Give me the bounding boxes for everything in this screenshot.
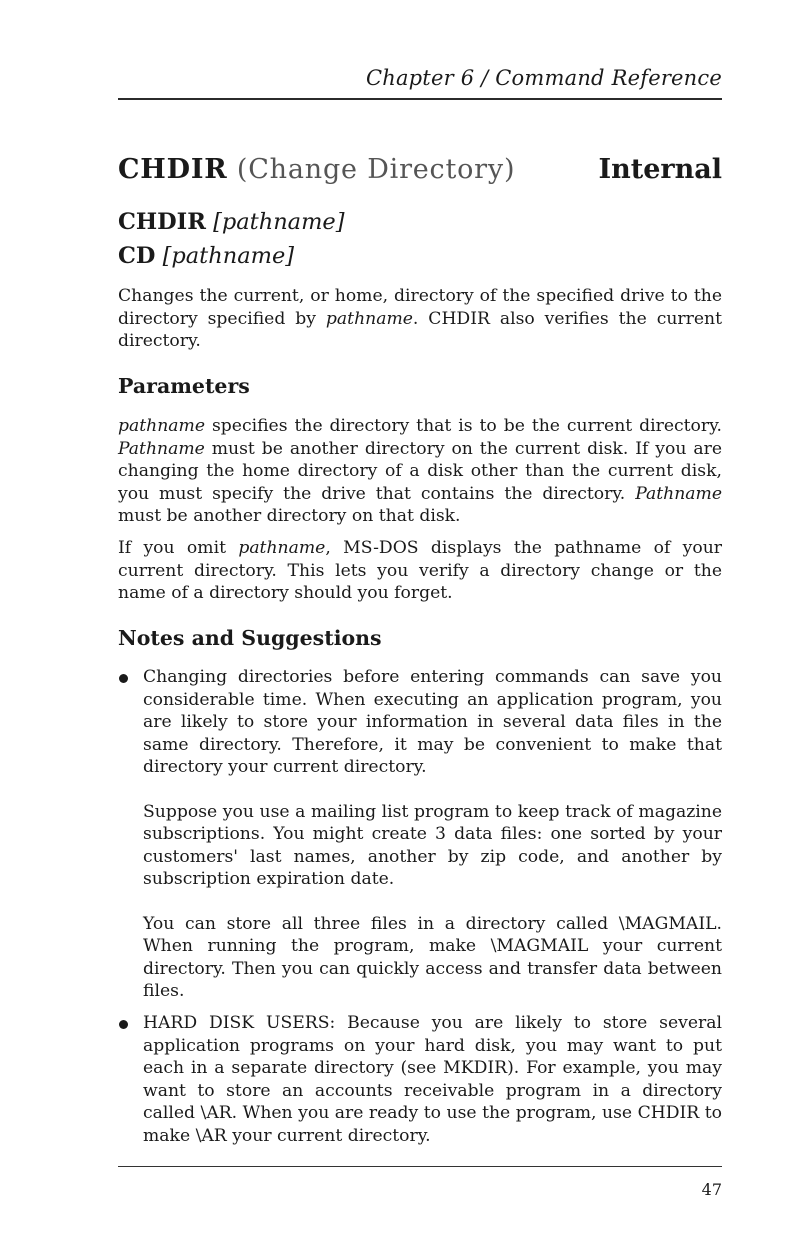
syntax-block: [118, 205, 345, 273]
bullet-1-paragraph-1: Changing directories before entering commands can save you considerable time. When executing an application program, you are likely to store your information in several data files in the same directory. Therefore, it may be convenient to make that directory your current directory.: [143, 667, 722, 777]
syntax-line: [118, 239, 345, 273]
header-rule: [118, 98, 722, 100]
page-number: 47: [701, 1180, 722, 1199]
syntax-keyword: CHDIR: [118, 209, 206, 235]
notes-bullet-1: [118, 666, 722, 1003]
intro-paragraph: Changes the current, or home, directory of the specified drive to the directory specified by pathname. CHDIR also verifies the current directory.: [118, 286, 722, 351]
command-description: (Change Directory): [236, 154, 516, 185]
footer-rule: [118, 1166, 722, 1167]
notes-bullet-2: [118, 1012, 722, 1147]
notes-heading: Notes and Suggestions: [118, 626, 382, 650]
syntax-keyword: CD: [118, 243, 156, 269]
bullet-1-paragraph-3: You can store all three files in a directory called \MAGMAIL. When running the program, make \MAGMAIL your current directory. Then you can quickly access and transfer data between files.: [143, 913, 722, 1001]
command-type: Internal: [598, 154, 722, 185]
parameters-paragraph-2: If you omit pathname, MS-DOS displays the pathname of your current directory. This lets you verify a directory change or the name of a directory should you forget.: [118, 538, 723, 603]
parameters-paragraph-1: pathname specifies the directory that is to be the current directory. Pathname must be another directory on the current disk. If you are changing the home directory of a disk other than the current disk, you must specify the drive that contains the directory. Pathname must be another directory on that disk.: [118, 416, 722, 526]
command-title: [118, 154, 722, 194]
parameters-heading: Parameters: [118, 374, 250, 398]
running-header: Chapter 6 / Command Reference: [365, 66, 722, 90]
syntax-argument: [pathname]: [213, 209, 345, 235]
syntax-argument: [pathname]: [162, 243, 295, 269]
command-name: CHDIR: [118, 154, 228, 185]
bullet-2-paragraph-1: HARD DISK USERS: Because you are likely to store several application programs on your hard disk, you may want to put each in a separate directory (see MKDIR). For example, you may want to store an accounts receivable program in a directory called \AR. When you are ready to use the program, use CHDIR to make \AR your current directory.: [143, 1013, 722, 1146]
bullet-icon: [119, 674, 128, 683]
syntax-line: [118, 205, 345, 239]
bullet-icon: [119, 1020, 128, 1029]
bullet-1-paragraph-2: Suppose you use a mailing list program to keep track of magazine subscriptions. You might create 3 data files: one sorted by your customers' last names, another by zip code, and another by subscription expiration date.: [143, 801, 722, 889]
